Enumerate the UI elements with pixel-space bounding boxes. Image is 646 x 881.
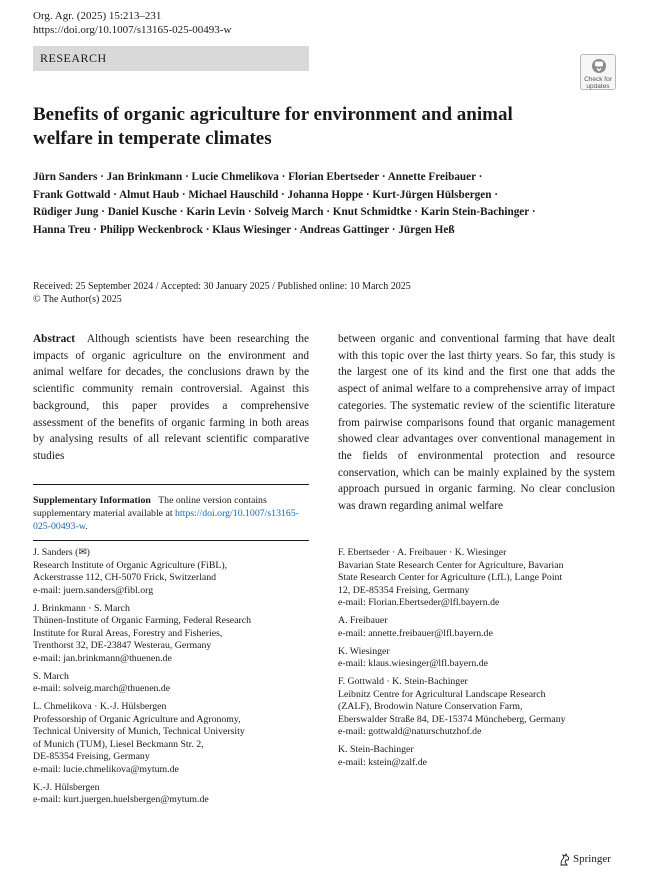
journal-line: Org. Agr. (2025) 15:213–231	[33, 10, 162, 22]
affiliation-block	[338, 646, 623, 671]
affiliation-line: Bavarian State Research Center for Agriculture, Bavarian	[338, 559, 564, 571]
affiliation-line: of Munich (TUM), Liesel Beckmann Str. 2,	[33, 738, 204, 750]
affiliation-email[interactable]: e-mail: lucie.chmelikova@mytum.de	[33, 764, 179, 776]
affiliations-right-column	[338, 547, 623, 774]
check-updates-icon	[591, 58, 607, 74]
supplementary-divider	[33, 484, 309, 485]
check-updates-label: Check for updates	[584, 76, 612, 90]
affiliation-line: Leibnitz Centre for Agricultural Landscape Research	[338, 688, 546, 700]
affiliation-line: Technical University of Munich, Technical University	[33, 726, 245, 738]
affiliation-block	[338, 676, 623, 739]
abstract-left-column	[33, 331, 309, 465]
affiliation-block	[33, 603, 313, 666]
affiliation-email[interactable]: e-mail: annette.freibauer@lfl.bayern.de	[338, 627, 493, 639]
affiliation-email[interactable]: e-mail: kurt.juergen.huelsbergen@mytum.de	[33, 794, 209, 806]
affiliation-line: (ZALF), Brodowin Nature Conservation Farm,	[338, 701, 523, 713]
supplementary-link[interactable]: https://doi.org/10.1007/s13165-025-00493-w	[33, 508, 299, 532]
affiliation-line: Research Institute of Organic Agriculture (FiBL),	[33, 559, 228, 571]
affiliation-authors: A. Freibauer	[338, 615, 388, 627]
publisher-name: Springer	[573, 853, 611, 865]
supplementary-heading: Supplementary Information	[33, 495, 151, 506]
affiliation-authors: K. Wiesinger	[338, 645, 390, 657]
affiliation-authors: K. Stein-Bachinger	[338, 744, 414, 756]
affiliation-email[interactable]: e-mail: gottwald@naturschutzhof.de	[338, 726, 482, 738]
affiliation-authors: F. Ebertseder · A. Freibauer · K. Wiesinger	[338, 547, 507, 558]
section-label: RESEARCH	[40, 51, 107, 65]
affiliation-email[interactable]: e-mail: juern.sanders@fibl.org	[33, 584, 154, 596]
doi-line[interactable]: https://doi.org/10.1007/s13165-025-00493-w	[33, 24, 232, 36]
authors-line-4: Hanna Treu · Philipp Weckenbrock · Klaus Wiesinger · Andreas Gattinger · Jürgen Heß	[33, 223, 455, 236]
abstract-right-column	[338, 331, 615, 515]
affiliation-line: Thünen-Institute of Organic Farming, Federal Research	[33, 615, 252, 627]
affiliation-authors: J. Sanders (✉)	[33, 547, 90, 558]
springer-horse-icon	[559, 853, 570, 866]
authors-line-1: Jürn Sanders · Jan Brinkmann · Lucie Chmelikova · Florian Ebertseder · Annette Freibauer ·	[33, 171, 483, 183]
affiliation-line: State Research Center for Agriculture (LfL), Lange Point	[338, 572, 563, 584]
affiliation-line: Professorship of Organic Agriculture and Agronomy,	[33, 713, 241, 725]
affiliation-email[interactable]: e-mail: kstein@zalf.de	[338, 756, 427, 768]
supplementary-suffix: .	[85, 521, 88, 532]
check-for-updates-badge[interactable]	[580, 54, 616, 90]
supplementary-text: The online version contains supplementary material available at	[33, 495, 267, 519]
affiliation-authors: L. Chmelikova · K.-J. Hülsbergen	[33, 701, 167, 713]
authors-line-2: Frank Gottwald · Almut Haub · Michael Hauschild · Johanna Hoppe · Kurt-Jürgen Hülsbergen ·	[33, 188, 498, 201]
affiliation-divider	[33, 540, 309, 541]
affiliation-email[interactable]: e-mail: Florian.Ebertseder@lfl.bayern.de	[338, 597, 500, 609]
affiliation-block	[338, 744, 623, 769]
affiliation-line: Institute for Rural Areas, Forestry and Fisheries,	[33, 627, 223, 639]
publisher-logo	[559, 852, 611, 866]
affiliation-block	[338, 615, 623, 640]
abstract-heading: Abstract	[33, 333, 76, 345]
affiliation-line: Eberswalder Straße 84, DE-15374 Müncheberg, Germany	[338, 713, 566, 725]
article-title	[33, 103, 593, 151]
affiliation-block	[33, 782, 313, 807]
affiliation-line: Trenthorst 32, DE-23847 Westerau, Germany	[33, 640, 212, 652]
affiliation-email[interactable]: e-mail: klaus.wiesinger@lfl.bayern.de	[338, 658, 488, 670]
affiliation-email[interactable]: e-mail: solveig.march@thuenen.de	[33, 683, 171, 695]
dates-line: Received: 25 September 2024 / Accepted: 30 January 2025 / Published online: 10 March 2025	[33, 281, 411, 292]
abstract-text-right: between organic and conventional farming that have dealt with this topic over the last thirty years. So far, this study is the largest one of its kind and the first one that adds the aspect of animal welfare to a comprehensive array of impact categories. The systematic review of the scientific literature from pairwise comparisons found that organic management showed clear advantages over conventional management in the fields of environmental protection and resource conservation, which can be mainly explained by the system approach pursued in organic farming. No clear conclusion was drawn regarding animal welfare	[338, 333, 615, 513]
title-line-2: welfare in temperate climates	[33, 128, 272, 149]
affiliation-block	[338, 547, 623, 610]
affiliation-block	[33, 671, 313, 696]
publication-dates	[33, 280, 623, 306]
affiliation-authors: S. March	[33, 670, 69, 682]
affiliation-line: DE-85354 Freising, Germany	[33, 751, 150, 763]
affiliation-authors: J. Brinkmann · S. March	[33, 602, 130, 614]
author-list	[33, 169, 623, 239]
affiliation-email[interactable]: e-mail: jan.brinkmann@thuenen.de	[33, 652, 172, 664]
affiliation-block	[33, 701, 313, 777]
affiliation-block	[33, 547, 313, 597]
copyright-line: © The Author(s) 2025	[33, 294, 122, 305]
affiliation-authors: K.-J. Hülsbergen	[33, 781, 100, 793]
supplementary-information	[33, 494, 309, 533]
affiliations-left-column	[33, 547, 313, 812]
affiliation-line: Ackerstrasse 112, CH-5070 Frick, Switzerland	[33, 572, 217, 584]
affiliation-authors: F. Gottwald · K. Stein-Bachinger	[338, 675, 468, 687]
abstract-text-left: Although scientists have been researching the impacts of organic agriculture on the environment and animal welfare for decades, the conclusions drawn by the scientific community remain controversial. Against this background, this paper provides a comprehensive assessment of the benefits of organic farming in both areas by analysing results of all relevant scientific comparative studies	[33, 333, 309, 462]
journal-citation	[33, 9, 231, 37]
title-line-1: Benefits of organic agriculture for environment and animal	[33, 104, 513, 125]
section-band	[33, 46, 309, 71]
authors-line-3: Rüdiger Jung · Daniel Kusche · Karin Levin · Solveig March · Knut Schmidtke · Karin Stein-Bachinger ·	[33, 206, 536, 219]
affiliation-line: 12, DE-85354 Freising, Germany	[338, 584, 470, 596]
